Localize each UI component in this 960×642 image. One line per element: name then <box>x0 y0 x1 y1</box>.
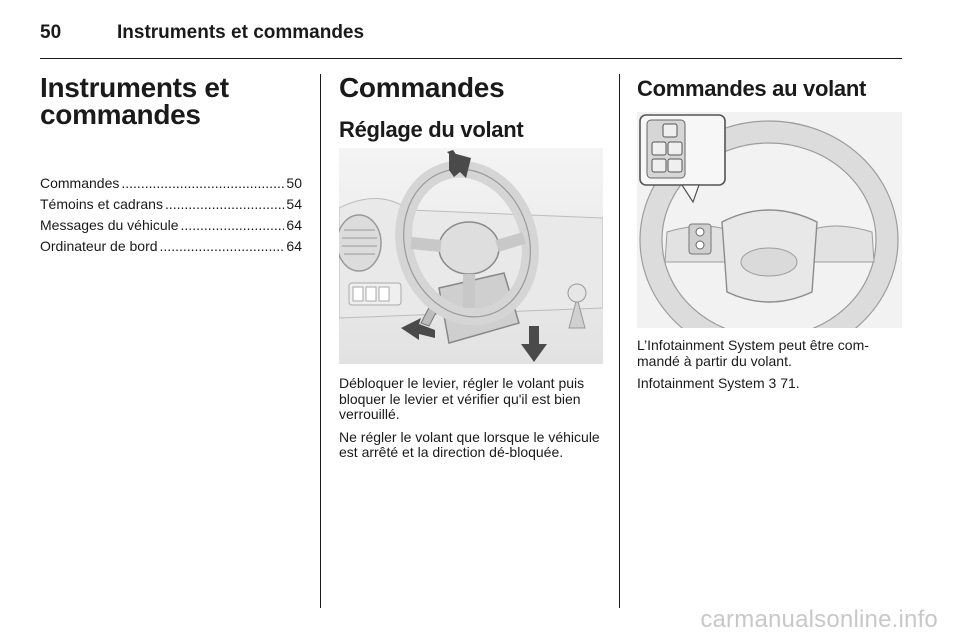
running-title: Instruments et commandes <box>117 22 365 43</box>
chapter-column <box>40 74 302 257</box>
wheel-adjustment-text <box>339 376 603 468</box>
cross-reference-arrow-icon: 3 <box>768 375 777 391</box>
toc-entry-temoins[interactable]: Témoins et cadrans ..... 54 <box>40 194 302 215</box>
toc-entry-commandes[interactable]: Commandes ..... 50 <box>40 173 302 194</box>
table-of-contents <box>40 173 302 257</box>
controls-column <box>339 74 603 143</box>
paragraph: L’Infotainment System peut être com-mandé à partir du volant. <box>637 337 869 369</box>
steering-wheel-adjustment-illustration <box>339 148 603 364</box>
page-header <box>40 22 902 58</box>
paragraph: Débloquer le levier, régler le volant puis bloquer le levier et vérifier qu'il est bien verrouillé. <box>339 375 585 422</box>
column-divider-left <box>320 74 321 608</box>
section-title: Commandes <box>339 72 505 103</box>
subsection-title: Réglage du volant <box>339 117 524 142</box>
header-rule <box>40 58 902 59</box>
cross-reference[interactable]: Infotainment System 3 71. <box>637 375 800 391</box>
column-divider-right <box>619 74 620 608</box>
wheel-controls-column <box>637 74 902 104</box>
toc-entry-ordinateur[interactable]: Ordinateur de bord ..... 64 <box>40 236 302 257</box>
infotainment-text <box>637 338 902 399</box>
chapter-title: Instruments et commandes <box>40 72 229 130</box>
watermark: carmanualsonline.info <box>700 606 938 633</box>
toc-entry-messages[interactable]: Messages du véhicule ..... 64 <box>40 215 302 236</box>
page-number: 50 <box>40 22 62 43</box>
paragraph: Ne régler le volant que lorsque le véhicule est arrêté et la direction dé-bloquée. <box>339 428 600 460</box>
steering-wheel-controls-illustration <box>637 112 902 328</box>
section-title: Commandes au volant <box>637 76 867 101</box>
